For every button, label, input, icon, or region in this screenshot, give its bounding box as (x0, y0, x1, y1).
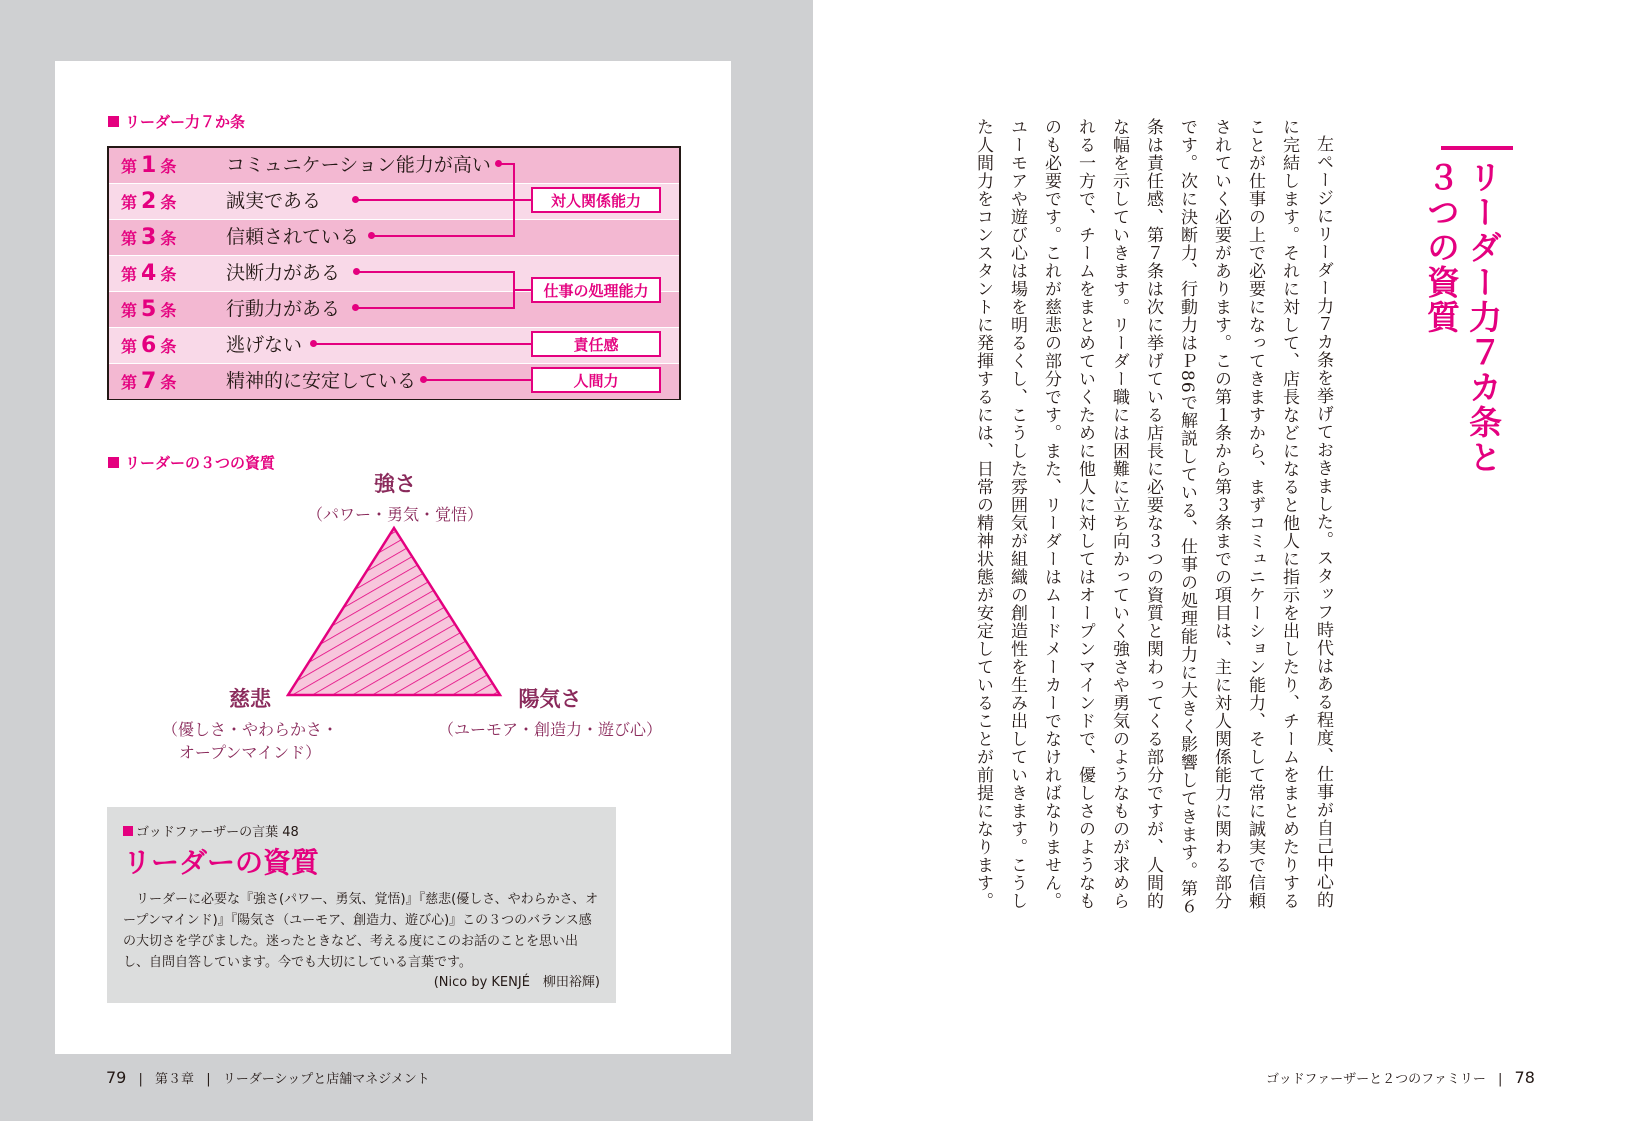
category-work-processing: 仕事の処理能力 (531, 277, 661, 303)
quality-strength-name: 強さ (374, 472, 416, 496)
rule-text: 決断力がある (226, 262, 341, 284)
rule-number: 第 5 条 (121, 297, 177, 322)
square-bullet-icon (108, 457, 119, 468)
footer-separator: | (1497, 1072, 1503, 1087)
quote-tag-text: ゴッドファーザーの言葉 48 (136, 825, 299, 840)
page-number-left: 79 (106, 1068, 127, 1087)
page-title-line-2: ３つの資質 (1422, 160, 1461, 335)
connector-line (426, 379, 531, 381)
quality-left (150, 683, 350, 763)
quality-compassion-detail-2: オープンマインド） (178, 743, 322, 762)
footer-book-part: ゴッドファーザーと２つのファミリー (1266, 1072, 1486, 1087)
quote-signature: (Nico by KENJÉ 柳田裕輝) (433, 975, 600, 990)
rule-number: 第 4 条 (121, 261, 177, 286)
qualities-heading (108, 452, 275, 473)
connector-line (515, 199, 531, 201)
rules-table (107, 146, 681, 400)
category-responsibility: 責任感 (531, 331, 661, 357)
rule-row (109, 148, 679, 183)
quote-title: リーダーの資質 (123, 846, 320, 879)
rule-number: 第 3 条 (121, 225, 177, 250)
page-number-right: 78 (1514, 1068, 1535, 1087)
quality-cheerfulness-name: 陽気さ (518, 687, 582, 711)
category-interpersonal: 対人関係能力 (531, 187, 661, 213)
footer-separator: | (138, 1072, 143, 1087)
body-paragraph: 左ページにリーダー力７カ条を挙げておきました。スタッフ時代はある程度、仕事が自己中心的に完結します。それに対して、店長などになると他人に指示を出したり、チームをまとめたりすることが仕事の上で必要になってきますから、まずコミュニケーション能力、そして常に誠実で信頼されていく必要があります。この第１条から第３条までの項目は、主に対人関係能力に関わる部分です。次に決断力、行動力はＰ86で解説している、仕事の処理能力に大きく影響してきます。第６条は責任感、第７条は次に挙げている店長に必要な３つの資質と関わってくる部分ですが、人間的な幅を示していきます。リーダー職には困難に立ち向かっていく強さや勇気のようなものが求められる一方で、チームをまとめていくために他人に対してはオープンマインドで、優しさのようなものも必要です。これが慈悲の部分です。また、リーダーはムードメーカーでなければなりません。ユーモアや遊び心は場を明るくし、こうした雰囲気が組織の創造性を生み出していきます。こうした人間力をコンスタントに発揮するには、日常の精神状態が安定していることが前提になります。 (973, 118, 1333, 916)
title-accent-bar (1441, 146, 1513, 150)
rule-text: 誠実である (226, 190, 322, 212)
square-bullet-icon (108, 116, 119, 127)
rule-text: 行動力がある (226, 298, 341, 320)
quality-strength-detail: （パワー・勇気・覚悟） (306, 505, 483, 524)
rules-heading-text: リーダー力７か条 (125, 113, 246, 131)
quote-body: リーダーに必要な『強さ(パワー、勇気、覚悟)』『慈悲(優しさ、やわらかさ、オープンマインド)』『陽気さ（ユーモア、創造力、遊び心)』この３つのバランス感の大切さを学びました。迷ったときなど、考える度にこのお話のことを思い出し、自問自答しています。今でも大切にしている言葉です。 (123, 892, 599, 970)
category-humanity: 人間力 (531, 367, 661, 393)
quality-compassion-name: 慈悲 (229, 687, 271, 711)
footer-chapter: 第３章 (155, 1072, 195, 1087)
rule-number: 第 7 条 (121, 369, 177, 394)
connector-line (374, 235, 515, 237)
connector-line (316, 343, 531, 345)
rule-text: コミュニケーション能力が高い (226, 154, 491, 176)
footer-separator: | (206, 1072, 211, 1087)
page-title-line-1: リーダー力７カ条と (1464, 160, 1503, 475)
connector-line (515, 289, 531, 291)
right-footer (1266, 1068, 1535, 1087)
footer-book-section: リーダーシップと店舗マネジメント (222, 1072, 430, 1087)
quality-cheerfulness-detail: （ユーモア・創造力・遊び心） (437, 720, 662, 739)
quote-box (107, 807, 616, 1003)
body-text (940, 118, 1340, 918)
rule-number: 第 6 条 (121, 333, 177, 358)
quality-compassion-detail-1: （優しさ・やわらかさ・ (161, 720, 338, 739)
connector-line (358, 307, 515, 309)
rule-text: 逃げない (226, 334, 303, 356)
quote-tag (123, 821, 299, 840)
square-bullet-icon (123, 826, 133, 836)
qualities-triangle (286, 525, 506, 700)
left-footer (106, 1068, 430, 1087)
qualities-heading-text: リーダーの３つの資質 (125, 454, 276, 472)
rule-row (109, 220, 679, 255)
rules-heading (108, 111, 245, 132)
rule-number: 第 2 条 (121, 189, 177, 214)
rule-text: 信頼されている (226, 226, 360, 248)
quality-right (430, 683, 670, 740)
quality-top (290, 468, 500, 525)
connector-line (359, 271, 515, 273)
connector-line (358, 199, 515, 201)
rule-text: 精神的に安定している (226, 370, 417, 392)
rule-number: 第 1 条 (121, 153, 177, 178)
